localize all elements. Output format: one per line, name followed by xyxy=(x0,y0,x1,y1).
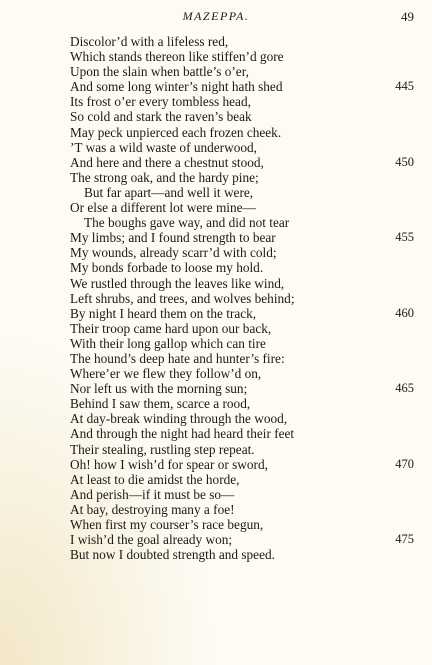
poem-line-text: Or else a different lot were mine— xyxy=(70,200,256,216)
poem-line xyxy=(0,426,432,441)
poem-line-text: Where’er we flew they follow’d on, xyxy=(70,366,262,382)
poem-line-text: At day-break winding through the wood, xyxy=(70,411,288,427)
poem-line xyxy=(0,532,432,547)
poem-line-text: Which stands thereon like stiffen’d gore xyxy=(70,49,284,65)
poem-line-text: The hound’s deep hate and hunter’s fire: xyxy=(70,350,285,366)
poem-line xyxy=(0,230,432,245)
poem-line xyxy=(0,49,432,64)
poem-line xyxy=(0,245,432,260)
poem-line xyxy=(0,396,432,411)
poem-line xyxy=(0,94,432,109)
poem-line-text: And here and there a chestnut stood, xyxy=(70,154,264,170)
poem-line-text: When first my courser’s race begun, xyxy=(70,517,264,532)
poem-line-text: I wish’d the goal already won; xyxy=(70,532,233,548)
poem-line xyxy=(0,366,432,381)
poem-line-text: We rustled through the leaves like wind, xyxy=(70,275,285,291)
poem-line-text: Nor left us with the morning sun; xyxy=(70,381,248,397)
poem-line xyxy=(0,140,432,155)
poem-line xyxy=(0,291,432,306)
poem-line-text: Upon the slain when battle’s o’er, xyxy=(70,64,249,80)
poem-line-text: My limbs; and I found strength to bear xyxy=(70,230,276,246)
poem-line-text: At bay, destroying many a foe! xyxy=(70,501,235,517)
poem-line-text: Their stealing, rustling step repeat. xyxy=(70,441,255,457)
poem-line xyxy=(0,109,432,124)
poem-line-text: May peck unpierced each frozen cheek. xyxy=(70,124,282,140)
poem-line xyxy=(0,170,432,185)
poem-line-text: And some long winter’s night hath shed xyxy=(70,79,283,95)
line-number: 470 xyxy=(395,456,414,471)
poem-line-text: ’T was a wild waste of underwood, xyxy=(70,139,257,155)
poem-line xyxy=(0,547,432,562)
poem-line xyxy=(0,155,432,170)
line-number: 455 xyxy=(395,230,414,245)
poem-line-text: Oh! how I wish’d for spear or sword, xyxy=(70,456,268,472)
poem-line xyxy=(0,215,432,230)
running-head-title: MAZEPPA. xyxy=(182,9,250,23)
poem-line xyxy=(0,442,432,457)
poem-line-text: At least to die amidst the horde, xyxy=(70,471,240,487)
poem-line-text: Discolor’d with a lifeless red, xyxy=(70,34,229,49)
poem-line xyxy=(0,411,432,426)
poem-line xyxy=(0,306,432,321)
line-number: 450 xyxy=(395,154,414,169)
poem-line-text: The boughs gave way, and did not tear xyxy=(84,215,290,231)
poem-line xyxy=(0,517,432,532)
poem-line-text: Its frost o’er every tombless head, xyxy=(70,94,251,110)
poem-line xyxy=(0,472,432,487)
page-number: 49 xyxy=(401,9,414,24)
poem-line xyxy=(0,34,432,49)
poem-line-text: My bonds forbade to loose my hold. xyxy=(70,260,264,276)
poem-line-text: My wounds, already scarr’d with cold; xyxy=(70,245,277,261)
poem-line-text: Their troop came hard upon our back, xyxy=(70,320,272,336)
poem-line xyxy=(0,336,432,351)
poem-line-text: And through the night had heard their feet xyxy=(70,426,295,442)
poem-line xyxy=(0,79,432,94)
poem-line-text: So cold and stark the raven’s beak xyxy=(70,109,252,125)
poem-line xyxy=(0,276,432,291)
poem-line xyxy=(0,351,432,366)
line-number: 445 xyxy=(395,79,414,94)
poem-line xyxy=(0,200,432,215)
poem-line-text: The strong oak, and the hardy pine; xyxy=(70,169,259,185)
line-number: 460 xyxy=(395,305,414,320)
poem-body xyxy=(0,34,432,562)
poem-line xyxy=(0,64,432,79)
poem-line xyxy=(0,457,432,472)
poem-line xyxy=(0,487,432,502)
poem-line-text: With their long gallop which can tire xyxy=(70,335,266,351)
poem-line-text: But far apart—and well it were, xyxy=(84,184,254,200)
poem-line xyxy=(0,185,432,200)
line-number: 475 xyxy=(395,532,414,547)
poem-line xyxy=(0,321,432,336)
poem-line-text: Left shrubs, and trees, and wolves behind; xyxy=(70,290,295,306)
poem-line xyxy=(0,381,432,396)
line-number: 465 xyxy=(395,381,414,396)
poem-line-text: But now I doubted strength and speed. xyxy=(70,547,275,563)
running-head xyxy=(0,9,432,25)
poem-line xyxy=(0,125,432,140)
poem-line-text: Behind I saw them, scarce a rood, xyxy=(70,396,251,412)
poem-line-text: By night I heard them on the track, xyxy=(70,305,257,321)
poem-line xyxy=(0,260,432,275)
poem-line-text: And perish—if it must be so— xyxy=(70,486,235,502)
poem-line xyxy=(0,502,432,517)
